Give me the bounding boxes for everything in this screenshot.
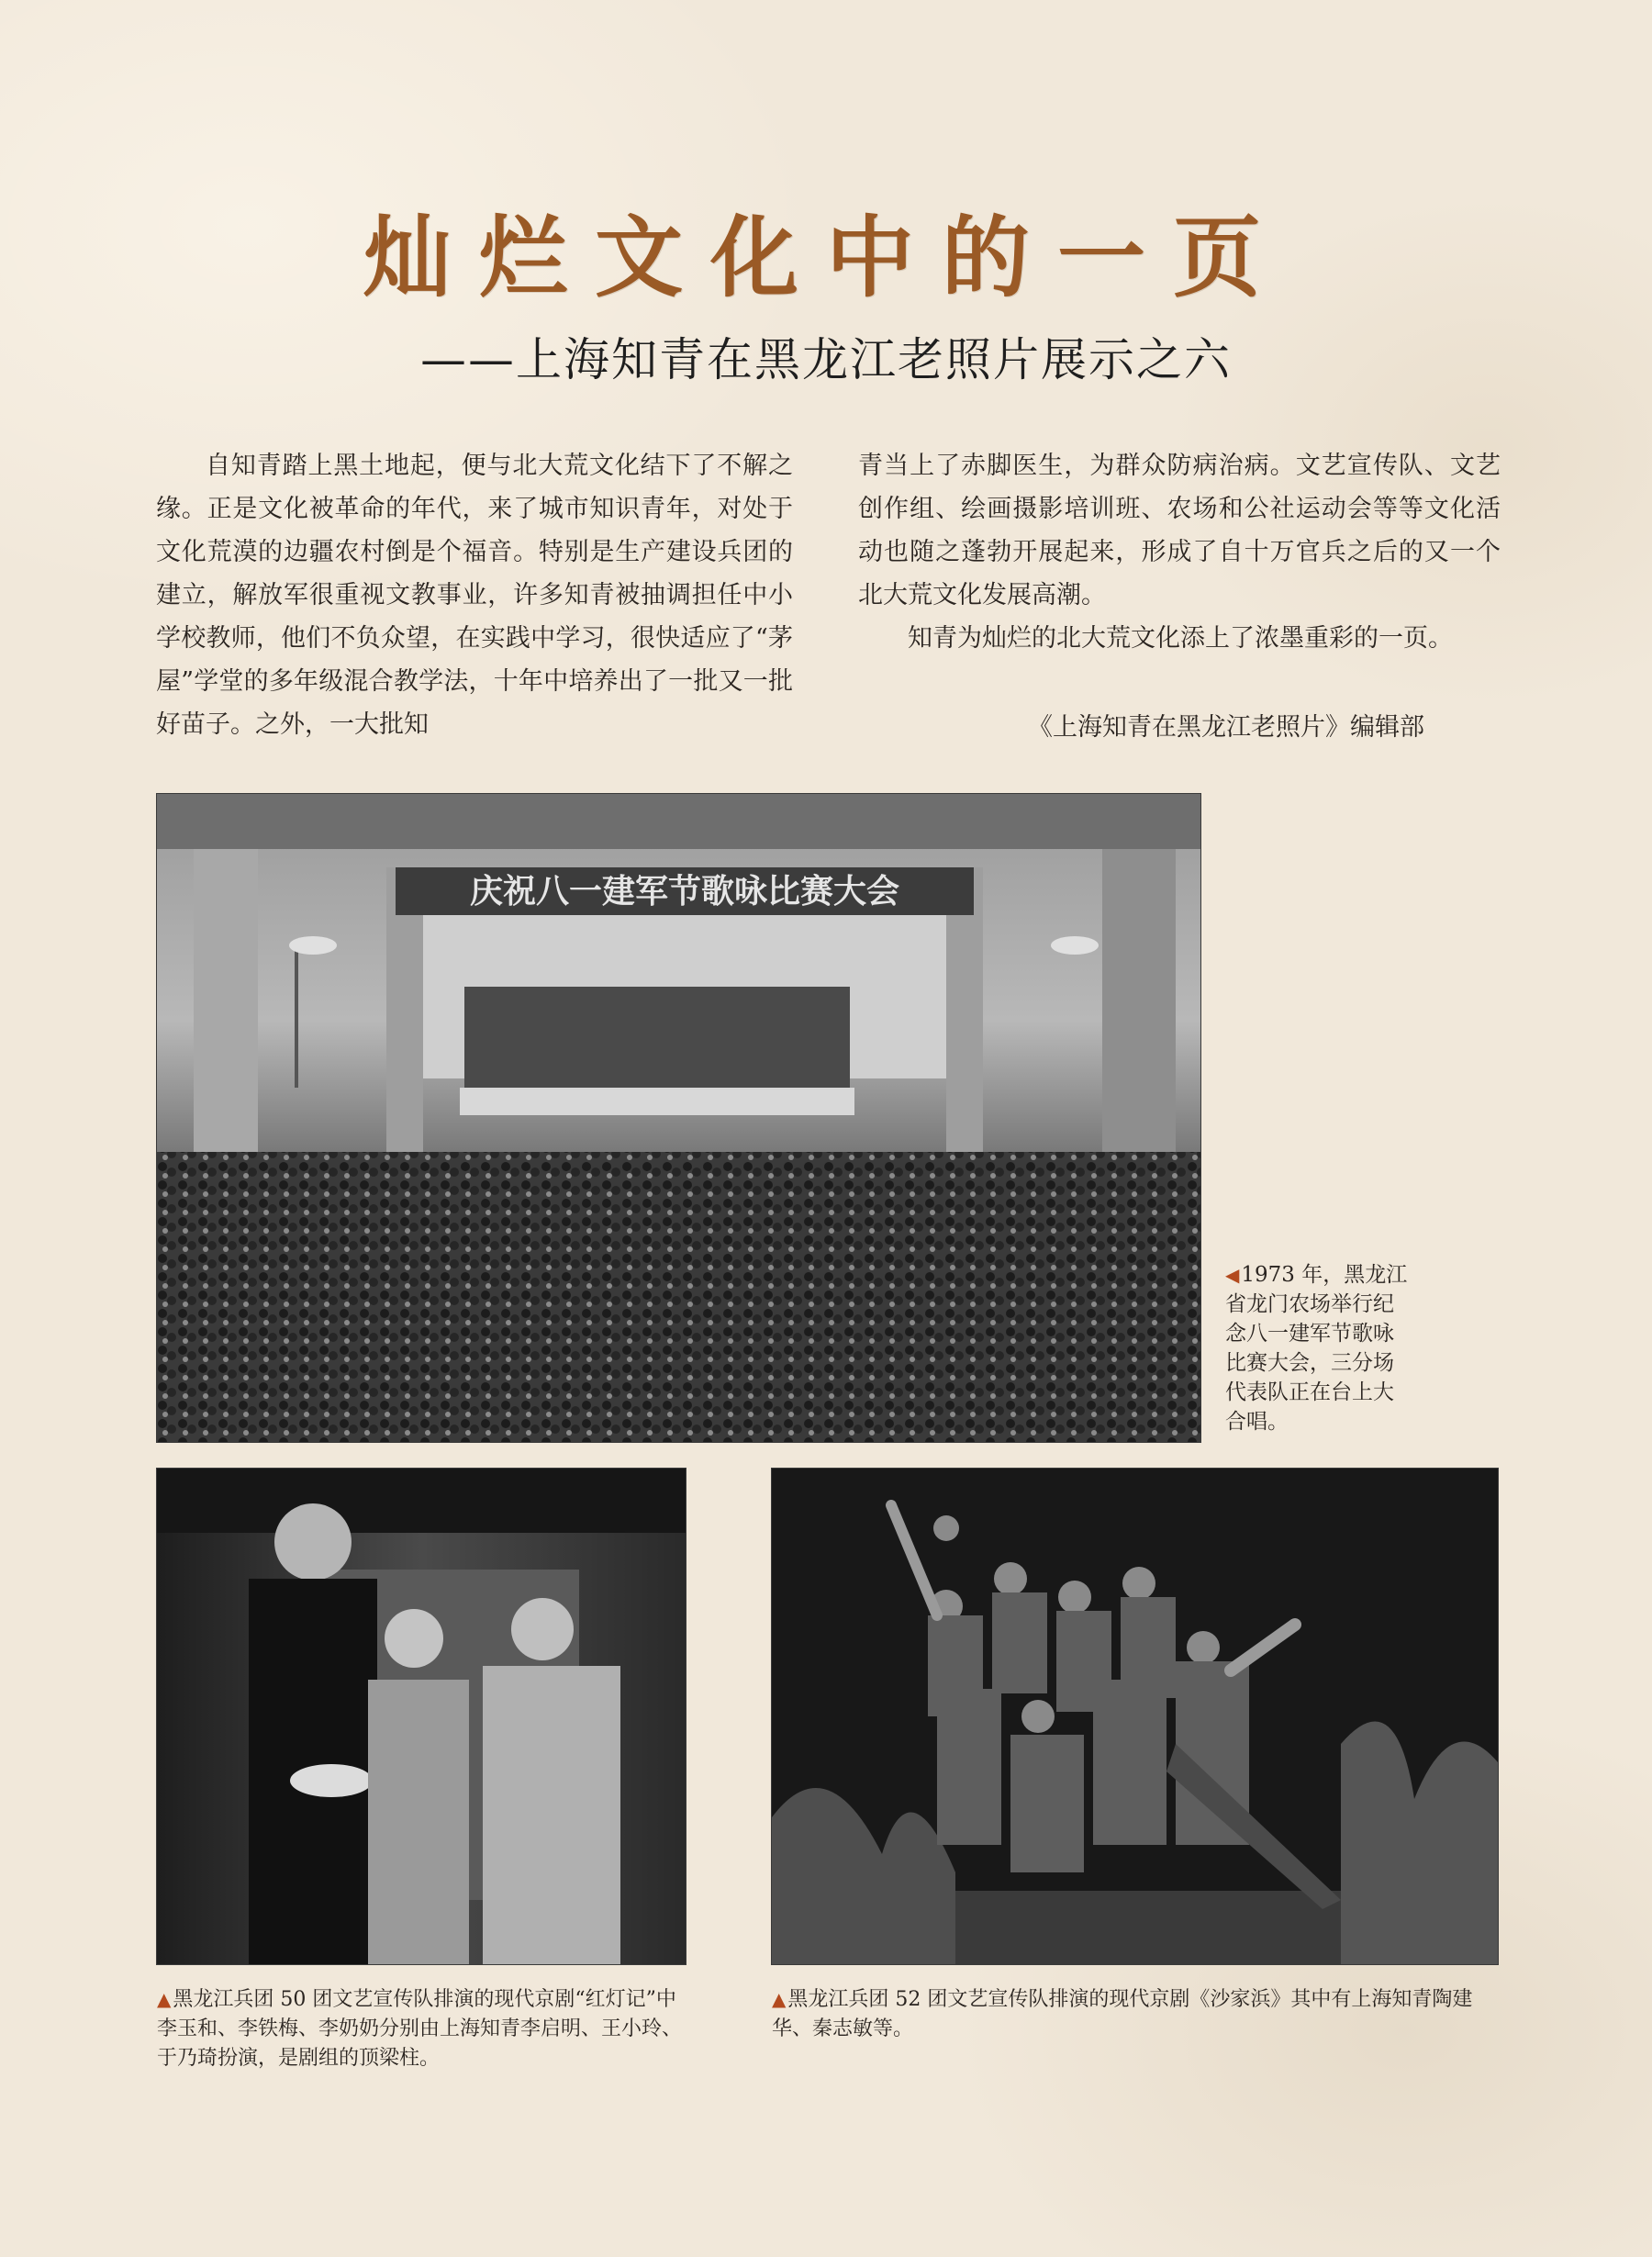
photo-choir-concert: [157, 794, 1200, 1442]
banner-text: 庆祝八一建军节歌咏比赛大会: [469, 873, 900, 911]
article-paragraph: 知青为灿烂的北大荒文化添上了浓墨重彩的一页。: [908, 624, 1453, 653]
caption-marker-icon: ◀: [1225, 1264, 1240, 1286]
caption-text: 黑龙江兵团 50 团文艺宣传队排演的现代京剧“红灯记”中李玉和、李铁梅、李奶奶分别由上海知青李启明、王小玲、于乃琦扮演，是剧组的顶梁柱。: [157, 1988, 683, 2070]
caption-text: 1973 年，黑龙江省龙门农场举行纪念八一建军节歌咏比赛大会，三分场代表队正在台上大合唱。: [1225, 1263, 1408, 1434]
article-paragraph: 自知青踏上黑土地起，便与北大荒文化结下了不解之缘。正是文化被革命的年代，来了城市知识青年，对处于文化荒漠的边疆农村倒是个福音。特别是生产建设兵团的建立，解放军很重视文教事业，许多知青被抽调担任中小学校教师，他们不负众望，在实践中学习，很快适应了“茅屋”学堂的多年级混合教学法，十年中培养出了一批又一批好苗子。之外，一大批知: [156, 452, 793, 739]
photo-shajiabang-caption: [772, 1984, 1506, 2044]
article-column-left: [156, 444, 793, 746]
photo-shajiabang-opera: [772, 1469, 1498, 1964]
article-paragraph: 青当上了赤脚医生，为群众防病治病。文艺宣传队、文艺创作组、绘画摄影培训班、农场和公社运动会等等文化活动也随之蓬勃开展起来，形成了自十万官兵之后的又一个北大荒文化发展高潮。: [858, 452, 1501, 609]
photo-choir-caption: [1225, 1260, 1409, 1436]
caption-text: 黑龙江兵团 52 团文艺宣传队排演的现代京剧《沙家浜》其中有上海知青陶建华、秦志敏等。: [772, 1988, 1473, 2040]
photo-shajiabang-image: [772, 1469, 1498, 1964]
page-title: 灿烂文化中的一页: [363, 207, 1289, 309]
caption-marker-icon: ▲: [157, 1988, 172, 2010]
photo-red-lantern-caption: [157, 1984, 689, 2073]
photo-red-lantern-image: [157, 1469, 686, 1964]
photo-choir-concert-image: [157, 794, 1200, 1442]
caption-marker-icon: ▲: [772, 1988, 787, 2010]
page-subtitle: ——上海知青在黑龙江老照片展示之六: [420, 333, 1232, 386]
article-column-right: [858, 444, 1501, 660]
photo-red-lantern-opera: [157, 1469, 686, 1964]
article-signature: 《上海知青在黑龙江老照片》编辑部: [1028, 713, 1424, 742]
